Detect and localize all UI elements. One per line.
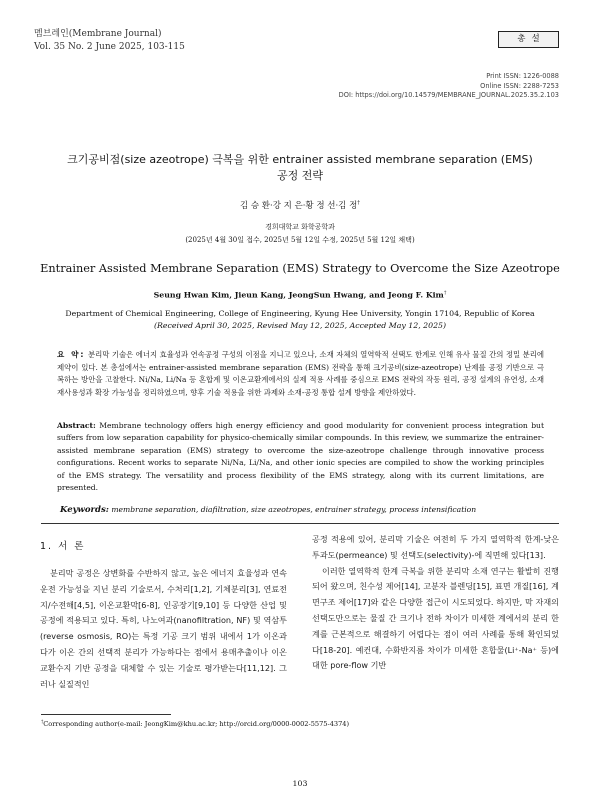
english-authors — [0, 290, 600, 300]
korean-dates: (2025년 4월 30일 접수, 2025년 5월 12일 수정, 2025년 5월 12일 채택) — [185, 236, 415, 244]
footnote-mark: † — [41, 720, 44, 725]
right-column — [312, 532, 559, 674]
english-abstract-label: Abstract: — [57, 421, 96, 430]
english-abstract-text: Membrane technology offers high energy efficiency and good modularity for convenient process integration but suffers from low separation capability for physico-chemically similar compounds. In this review, we summarize the entrainer-assisted membrane separation (EMS) strategy to overcome the size-azeotrope challenge through innovative process configurations. Recent works to separate Ni/Na, Li/Na, and other ionic species are compiled to show the working principles of the EMS strategy. The versatility and process flexibility of the EMS strategy, along with its current limitations, are presented. — [57, 421, 544, 493]
footnote-divider — [41, 714, 171, 715]
left-column — [40, 566, 287, 692]
continued-paragraph: 공정 적용에 있어, 분리막 기술은 여전히 두 가지 열역학적 한계-낮은 투과도(permeance) 및 선택도(selectivity)-에 직면해 있다[13]. — [312, 534, 559, 560]
korean-abstract — [57, 349, 544, 399]
keywords-label: Keywords: — [60, 505, 109, 515]
section-divider — [41, 523, 559, 524]
issn-block — [339, 72, 559, 101]
korean-title-line2: 공정 전략 — [276, 169, 323, 182]
keywords-text: membrane separation, diafiltration, size azeotropes, entrainer strategy, process intensification — [111, 505, 477, 514]
english-affiliation: Department of Chemical Engineering, College of Engineering, Kyung Hee University, Yongin 17104, Republic of Korea — [65, 309, 535, 318]
footnote-text: Corresponding author(e-mail: JeongKim@khu.ac.kr; http://orcid.org/0000-0002-5575-4374) — [43, 720, 350, 729]
doi-link[interactable]: DOI: https://doi.org/10.14579/MEMBRANE_JOURNAL.2025.35.2.103 — [338, 91, 559, 99]
page-number: 103 — [292, 779, 308, 788]
footnote — [41, 720, 349, 728]
korean-affiliation: 경희대학교 화학공학과 — [265, 223, 335, 231]
english-author-names: Seung Hwan Kim, Jieun Kang, JeongSun Hwang, and Jeong F. Kim — [153, 290, 444, 300]
korean-author-names: 김 승 환·강 지 은·황 정 선·김 정 — [239, 201, 358, 211]
journal-name: 멤브레인(Membrane Journal) — [34, 29, 162, 39]
english-dates: (Received April 30, 2025, Revised May 12, 2025, Accepted May 12, 2025) — [153, 321, 447, 330]
intro-paragraph: 분리막 공정은 상변화를 수반하지 않고, 높은 에너지 효율성과 연속운전 가능성을 지닌 분리 기술로서, 수처리[1,2], 기체분리[3], 연료전지/수전해[4,5], 이온교환막[6-8], 인공장기[9,10] 등 다양한 산업 및 공정에 적용되고 있다. 특히, 나노여과(nanofiltration, NF) 및 역삼투(reverse osmosis, RO)는 특정 기공 크기 범위 내에서 1가 이온과 다가 이온 간의 선택적 분리가 가능하다는 점에서 용매추출이나 이온교환수지 기반 공정을 대체할 수 있는 기술로 평가받는다[11,12]. 그러나 실질적인 — [40, 568, 287, 689]
corresponding-mark: † — [357, 200, 361, 207]
article-type-badge: 총설 — [498, 31, 559, 48]
korean-title — [40, 152, 560, 184]
korean-abstract-text: 분리막 기술은 에너지 효율성과 연속공정 구성의 이점을 지니고 있으나, 소재 자체의 열역학적 선택도 한계로 인해 유사 물질 간의 정밀 분리에 제약이 있다. 본 총설에서는 entrainer-assisted membrane separation (EMS) 전략을 통해 크기공비(size-azeotrope) 난제를 공정 기반으로 극복하는 방안을 고찰한다. Ni/Na, Li/Na 등 혼합계 및 이온교환계에서의 실제 적용 사례를 중심으로 EMS 전략의 작동 원리, 공정 설계의 유연성, 소재 재사용성과 확장 가능성을 정리하였으며, 향후 기술 적용을 위한 과제와 소재-공정 통합 설계 방향을 제안하였다. — [57, 350, 544, 397]
english-title: Entrainer Assisted Membrane Separation (EMS) Strategy to Overcome the Size Azeotrope — [40, 262, 560, 275]
korean-title-line1: 크기공비점(size azeotrope) 극복을 위한 entrainer assisted membrane separation (EMS) — [67, 153, 533, 166]
english-corresponding-mark: † — [443, 290, 447, 296]
keywords — [60, 505, 550, 515]
section-heading: 1. 서 론 — [40, 541, 86, 552]
online-issn: Online ISSN: 2288-7253 — [480, 81, 559, 90]
journal-header — [34, 28, 185, 54]
korean-abstract-label: 요 약: — [57, 350, 86, 359]
volume-info: Vol. 35 No. 2 June 2025, 103-115 — [34, 42, 185, 52]
second-paragraph: 이러한 열역학적 한계 극복을 위한 분리막 소재 연구는 활발히 진행되어 왔으며, 친수성 제어[14], 고분자 블렌딩[15], 표면 개질[16], 계면구조 제어[17]와 같은 다양한 접근이 시도되었다. 하지만, 막 자재의 선택도만으로는 물질 간 크기나 전하 차이가 미세한 계에서의 분리 한계를 근본적으로 해결하기 어렵다는 점이 여러 사례를 통해 확인되었다[18-20]. 예컨대, 수화반지름 차이가 미세한 혼합물(Li⁺-Na⁺ 등)에 대한 pore-flow 기반 — [312, 565, 559, 671]
korean-authors — [0, 199, 600, 211]
print-issn: Print ISSN: 1226-0088 — [486, 72, 559, 80]
english-abstract — [57, 420, 544, 494]
